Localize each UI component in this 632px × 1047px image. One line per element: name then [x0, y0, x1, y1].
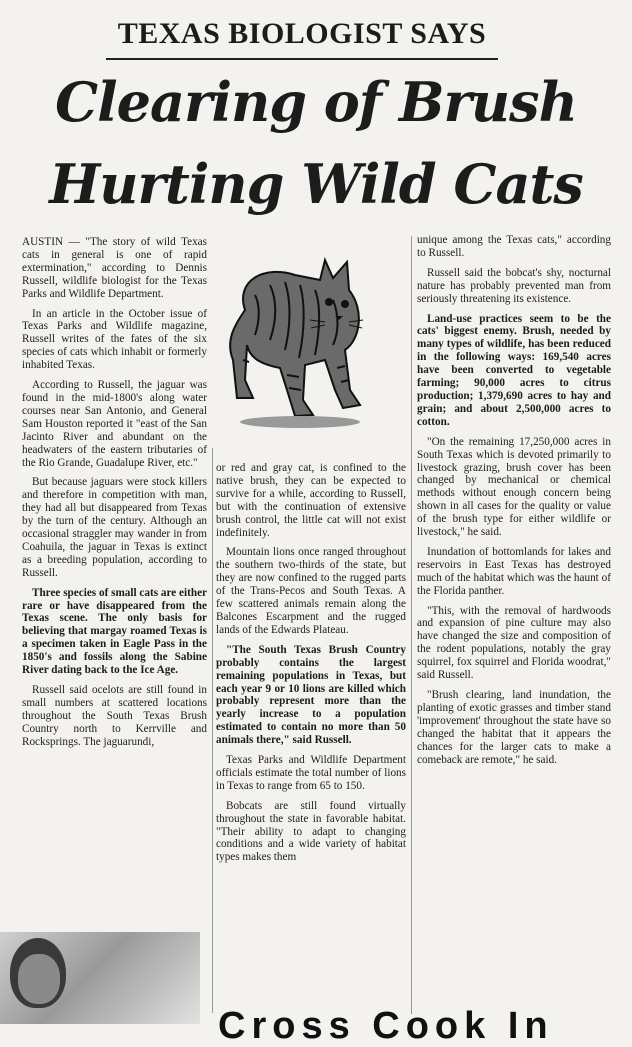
paragraph: "Brush clearing, land inundation, the planting of exotic grasses and timber stand 'improvement' throughout the state have so changed the habitat that it appears the chances for the larger cats to make a comeback are remote," he said. [417, 689, 611, 766]
paragraph: Texas Parks and Wildlife Department officials estimate the total number of lions in Texas to range from 65 to 150. [216, 754, 406, 792]
paragraph: But because jaguars were stock killers and therefore in competition with man, they had all but disappeared from Texas by the turn of the century. Although an occasional straggler may wander in from Coahuila, the jaguar in Texas is extinct as a breeding population, according to Russell. [22, 476, 207, 579]
paragraph: unique among the Texas cats," according to Russell. [417, 234, 611, 259]
article-column-2 [216, 462, 406, 1007]
next-article-headline [218, 1000, 632, 1047]
paragraph: According to Russell, the jaguar was found in the mid-1800's along water courses near San Antonio, and General Sam Houston reported it "east of the San Jacinto River and abundant on the headwaters of the eastern tributaries of the Rio Grande, Guadalupe River, etc." [22, 379, 207, 469]
bobcat-illustration [225, 240, 385, 440]
paragraph: "This, with the removal of hardwoods and expansion of pine culture may also have changed the size and composition of the rodent populations, notably the gray squirrel, fox squirrel and Florida woodrat," said Russell. [417, 604, 611, 682]
column-rule-1 [212, 448, 213, 1013]
portrait-face [18, 954, 60, 1004]
headline-line-2: Hurting Wild Cats [49, 152, 583, 216]
paragraph-bold: "The South Texas Brush Country probably contains the largest remaining populations in Texas, but each year 9 or 10 lions are killed which probably represent more than the yearly increase to a population estimated to contain no more than 50 animals there," said Russell. [216, 643, 406, 747]
paragraph: Bobcats are still found virtually throughout the state in favorable habitat. "Their ability to adapt to changing conditions and a wide variety of habitat types makes them [216, 799, 406, 864]
portrait-photo [0, 932, 200, 1024]
paragraph: Russell said ocelots are still found in small numbers at scattered locations throughout the South Texas Brush Country north to Kerrville and Rocksprings. The jaguarundi, [22, 684, 207, 748]
paragraph: "On the remaining 17,250,000 acres in South Texas which is devoted primarily to livestock grazing, brush cover has been changed by mechanical or chemical methods without enough concern being shown in all cases for the quality or value of the brush type for either wildlife or livestock," he said. [417, 435, 611, 539]
paragraph-dateline: AUSTIN — "The story of wild Texas cats in general is one of rapid extermination," according to Dennis Russell, wildlife biologist for the Texas Parks and Wildlife Department. [22, 236, 207, 300]
paragraph: In an article in the October issue of Texas Parks and Wildlife magazine, Russell writes of the fates of the six species of cats which inhabit or formerly inhabited Texas. [22, 307, 207, 372]
headline-line-1: Clearing of Brush [55, 70, 577, 134]
column-rule-2 [411, 236, 412, 1014]
paragraph: or red and gray cat, is confined to the native brush, they can be expected to survive for a while, according to Russell, but with the continuation of extensive brush control, the little cat will not exist indefinitely. [216, 462, 406, 539]
article-column-3 [417, 234, 611, 1014]
bobcat-icon [225, 240, 385, 440]
kicker-headline: TEXAS BIOLOGIST SAYS [106, 12, 498, 60]
paragraph: Mountain lions once ranged throughout the southern two-thirds of the state, but they are now confined to the rugged parts of the Trans-Pecos and South Texas. A few scattered animals remain along the Balcones Escarpment and the rugged lands of the Edwards Plateau. [216, 546, 406, 636]
article-column-1 [22, 236, 207, 926]
paragraph-bold: Three species of small cats are either rare or have disappeared from the Texas scene. The only basis for believing that margay roamed Texas is a specimen taken in Eagle Pass in the 1850's and fossils along the Sabine River dating back to the Ice Age. [22, 586, 207, 677]
next-article-headline-text: Cross Cook In [218, 1005, 554, 1047]
paragraph: Russell said the bobcat's shy, nocturnal nature has probably prevented man from seriously threatening its existence. [417, 266, 611, 305]
paragraph-bold: Land-use practices seem to be the cats' biggest enemy. Brush, needed by many types of wildlife, has been reduced in the following ways: 169,540 acres have been converted to vegetable farming; 90,000 acres to citrus production; 1,379,690 acres to hay and grain; and about 2,500,000 acres to cotton. [417, 312, 611, 428]
paragraph: Inundation of bottomlands for lakes and reservoirs in East Texas has destroyed much of the habitat which was the haunt of the Florida panther. [417, 545, 611, 597]
